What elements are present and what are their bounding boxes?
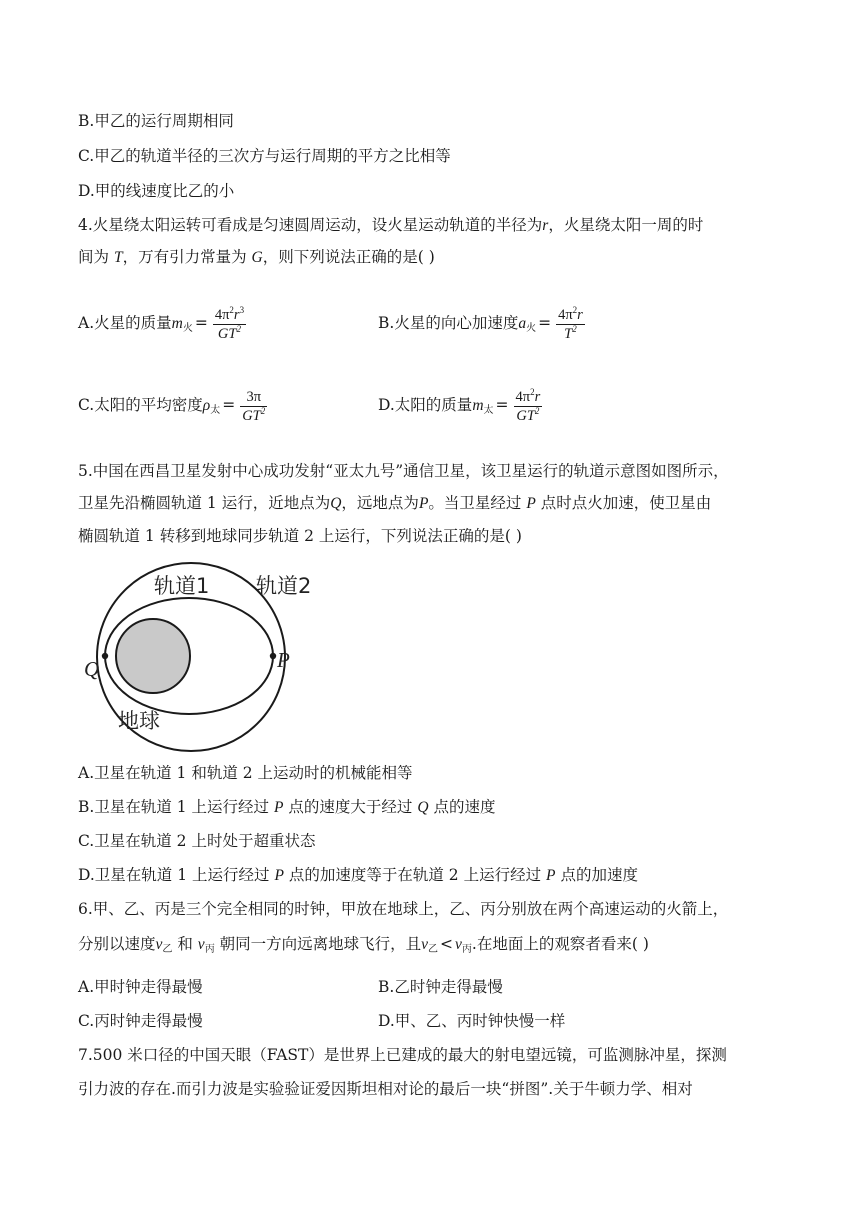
q7-stem-line2: 引力波的存在.而引力波是实验验证爱因斯坦相对论的最后一块“拼图”.关于牛顿力学、相对 xyxy=(78,1080,693,1098)
orbit-2-label: 轨道2 xyxy=(256,574,312,598)
point-q-label: Q xyxy=(84,657,100,681)
point-q-dot xyxy=(102,653,108,659)
q4-option-c: C.太阳的平均密度$\rho_太$ = $\frac{3\pi}{GT^2}$ xyxy=(78,388,266,424)
q4-options-row1 xyxy=(78,304,246,348)
q5-stem-line2: 卫星先沿椭圆轨道 1 运行，近地点为Q，远地点为P。当卫星经过 P 点时点火加速，使卫星由 xyxy=(78,494,712,512)
q4-stem-line2: 间为 T，万有引力常量为 G，则下列说法正确的是( ) xyxy=(78,248,435,266)
q5-option-b: B.卫星在轨道 1 上运行经过 P 点的速度大于经过 Q 点的速度 xyxy=(78,798,496,816)
earth-circle xyxy=(116,619,190,693)
q6-option-b: B.乙时钟走得最慢 xyxy=(378,978,503,996)
q3-option-b: B.甲乙的运行周期相同 xyxy=(78,112,234,130)
q6-option-d: D.甲、乙、丙时钟快慢一样 xyxy=(378,1012,566,1030)
q5-option-d: D.卫星在轨道 1 上运行经过 P 点的加速度等于在轨道 2 上运行经过 P 点的加速度 xyxy=(78,866,638,884)
q6-option-a: A.甲时钟走得最慢 xyxy=(78,978,203,996)
point-p-dot xyxy=(270,653,276,659)
q5-stem-line3: 椭圆轨道 1 转移到地球同步轨道 2 上运行，下列说法正确的是( ) xyxy=(78,527,522,545)
q5-stem-line1: 5.中国在西昌卫星发射中心成功发射“亚太九号”通信卫星，该卫星运行的轨道示意图如图所示， xyxy=(78,462,729,480)
q5-option-c: C.卫星在轨道 2 上时处于超重状态 xyxy=(78,832,316,850)
orbit-diagram xyxy=(78,560,312,754)
q6-stem-line2: 分别以速度$v_乙$ 和 $v_丙$ 朝同一方向远离地球飞行，且$v_乙 < v_丙$.在地面上的观察者看来( ) xyxy=(78,935,649,955)
q7-stem-line1: 7.500 米口径的中国天眼（FAST）是世界上已建成的最大的射电望远镜，可监测脉冲星，探测 xyxy=(78,1046,727,1064)
q6-option-c: C.丙时钟走得最慢 xyxy=(78,1012,203,1030)
q6-stem-line1: 6.甲、乙、丙是三个完全相同的时钟，甲放在地球上，乙、丙分别放在两个高速运动的火箭上， xyxy=(78,900,729,918)
q3-option-d: D.甲的线速度比乙的小 xyxy=(78,182,235,200)
orbit-1-label: 轨道1 xyxy=(154,574,210,598)
q4-option-a: A.火星的质量$m_火$ = $\frac{4\pi^2r^3}{GT^2}$ xyxy=(78,304,245,342)
q5-option-a: A.卫星在轨道 1 和轨道 2 上运动时的机械能相等 xyxy=(78,764,413,782)
q4-option-b: B.火星的向心加速度$a_火$ = $\frac{4\pi^2r}{T^2}$ xyxy=(378,304,583,342)
earth-label: 地球 xyxy=(118,709,160,733)
q3-option-c: C.甲乙的轨道半径的三次方与运行周期的平方之比相等 xyxy=(78,147,451,165)
q4-stem-line1: 4.火星绕太阳运转可看成是匀速圆周运动，设火星运动轨道的半径为r，火星绕太阳一周的时 xyxy=(78,216,704,234)
q4-option-d: D.太阳的质量$m_太$ = $\frac{4\pi^2r}{GT^2}$ xyxy=(378,386,541,424)
point-p-label: P xyxy=(277,648,290,672)
